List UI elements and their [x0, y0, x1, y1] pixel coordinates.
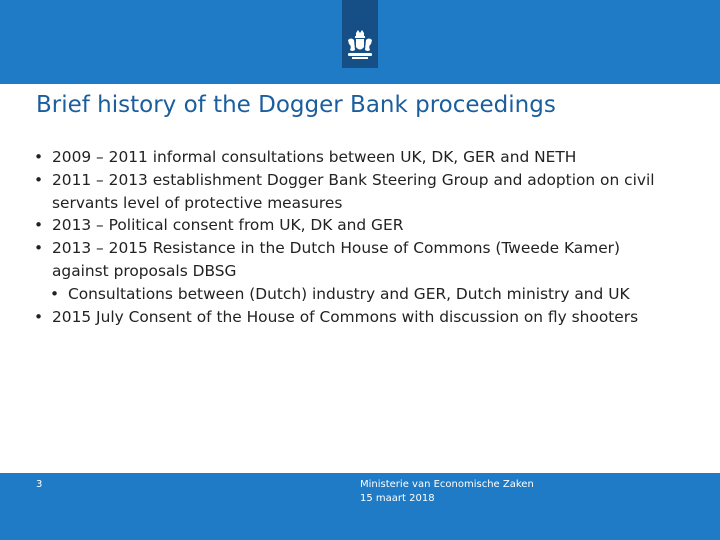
bullet-text: 2013 – 2015 Resistance in the Dutch House of Commons (Tweede Kamer) against proposals DBSG — [52, 239, 620, 280]
bullet-item — [34, 169, 674, 215]
bullet-text: Consultations between (Dutch) industry and GER, Dutch ministry and UK — [68, 284, 630, 303]
page-number: 3 — [36, 479, 43, 490]
bullet-dot: • — [34, 239, 44, 258]
footer-info — [360, 478, 534, 506]
bullet-item — [34, 146, 674, 169]
bullet-item — [34, 306, 674, 329]
sub-bullet-item — [34, 283, 674, 306]
bullet-dot: • — [34, 170, 44, 189]
bullet-dot: • — [34, 216, 44, 235]
bullet-text: 2013 – Political consent from UK, DK and GER — [52, 216, 404, 235]
royal-coat-of-arms-icon — [346, 30, 374, 60]
slide-title: Brief history of the Dogger Bank proceedings — [36, 92, 556, 118]
bullet-item — [34, 214, 674, 237]
bullet-item — [34, 237, 674, 283]
logo-box — [342, 0, 378, 68]
bullet-text: 2011 – 2013 establishment Dogger Bank Steering Group and adoption on civil servants level of protective measures — [52, 170, 655, 212]
organization-name: Ministerie van Economische Zaken — [360, 479, 534, 490]
footer-date: 15 maart 2018 — [360, 493, 435, 504]
bullet-list — [34, 146, 674, 328]
bullet-dot: • — [50, 284, 60, 303]
bullet-text: 2009 – 2011 informal consultations between UK, DK, GER and NETH — [52, 148, 577, 166]
bullet-dot: • — [34, 307, 44, 326]
bullet-dot: • — [34, 148, 44, 166]
bullet-text: 2015 July Consent of the House of Commons with discussion on fly shooters — [52, 307, 639, 326]
